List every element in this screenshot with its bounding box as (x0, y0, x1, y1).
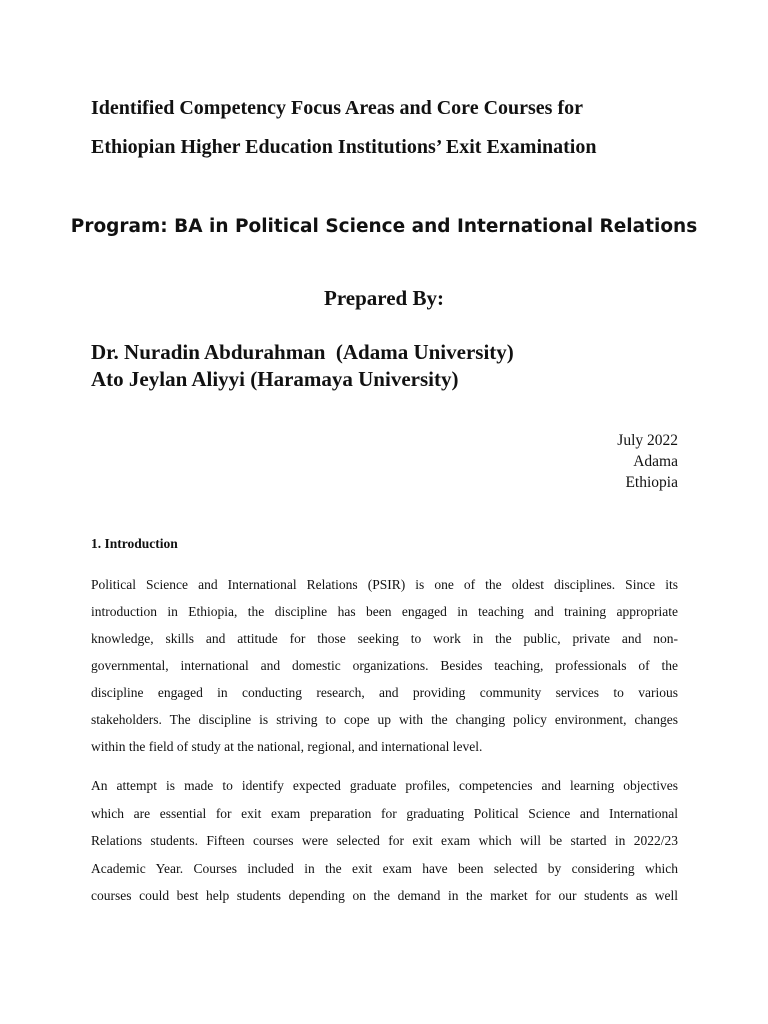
paragraph-line: governmental, international and domestic organizations. Besides teaching, professionals of the (91, 658, 678, 673)
document-title-line-1: Identified Competency Focus Areas and Core Courses for (91, 97, 584, 119)
prepared-by-heading: Prepared By: (324, 286, 444, 310)
document-city: Adama (633, 453, 678, 470)
introduction-paragraph-1 (91, 571, 678, 760)
date-location-block (617, 430, 678, 493)
document-title-line-2: Ethiopian Higher Education Institutions’ Exit Examination (91, 136, 597, 158)
document-country: Ethiopia (625, 474, 678, 491)
paragraph-line: knowledge, skills and attitude for those seeking to work in the public, private and non- (91, 631, 678, 646)
paragraph-line: discipline engaged in conducting research, and providing community services to various (91, 685, 678, 700)
paragraph-line: Relations students. Fifteen courses were selected for exit exam which will be started in 2022/23 (91, 833, 678, 848)
program-heading: Program: BA in Political Science and International Relations (70, 216, 698, 237)
paragraph-line: stakeholders. The discipline is striving to cope up with the changing policy environment, changes (91, 712, 678, 727)
paragraph-line: Academic Year. Courses included in the exit exam have been selected by considering which (91, 860, 678, 876)
introduction-paragraph-2 (91, 772, 678, 910)
paragraph-line: introduction in Ethiopia, the discipline has been engaged in teaching and training appropriate (91, 604, 678, 619)
paragraph-line: An attempt is made to identify expected graduate profiles, competencies and learning objectives (91, 778, 678, 793)
author-line-1: Dr. Nuradin Abdurahman (Adama University) (91, 340, 514, 364)
author-line-2: Ato Jeylan Aliyyi (Haramaya University) (91, 367, 459, 391)
document-date: July 2022 (617, 432, 678, 449)
paragraph-line: which are essential for exit exam preparation for graduating Political Science and International (91, 805, 678, 821)
section-heading-introduction: 1. Introduction (91, 536, 178, 551)
paragraph-line: courses could best help students depending on the demand in the market for our students as well (91, 888, 678, 903)
paragraph-line: Political Science and International Relations (PSIR) is one of the oldest disciplines. Since its (91, 577, 678, 592)
paragraph-line: within the field of study at the national, regional, and international level. (91, 739, 483, 754)
